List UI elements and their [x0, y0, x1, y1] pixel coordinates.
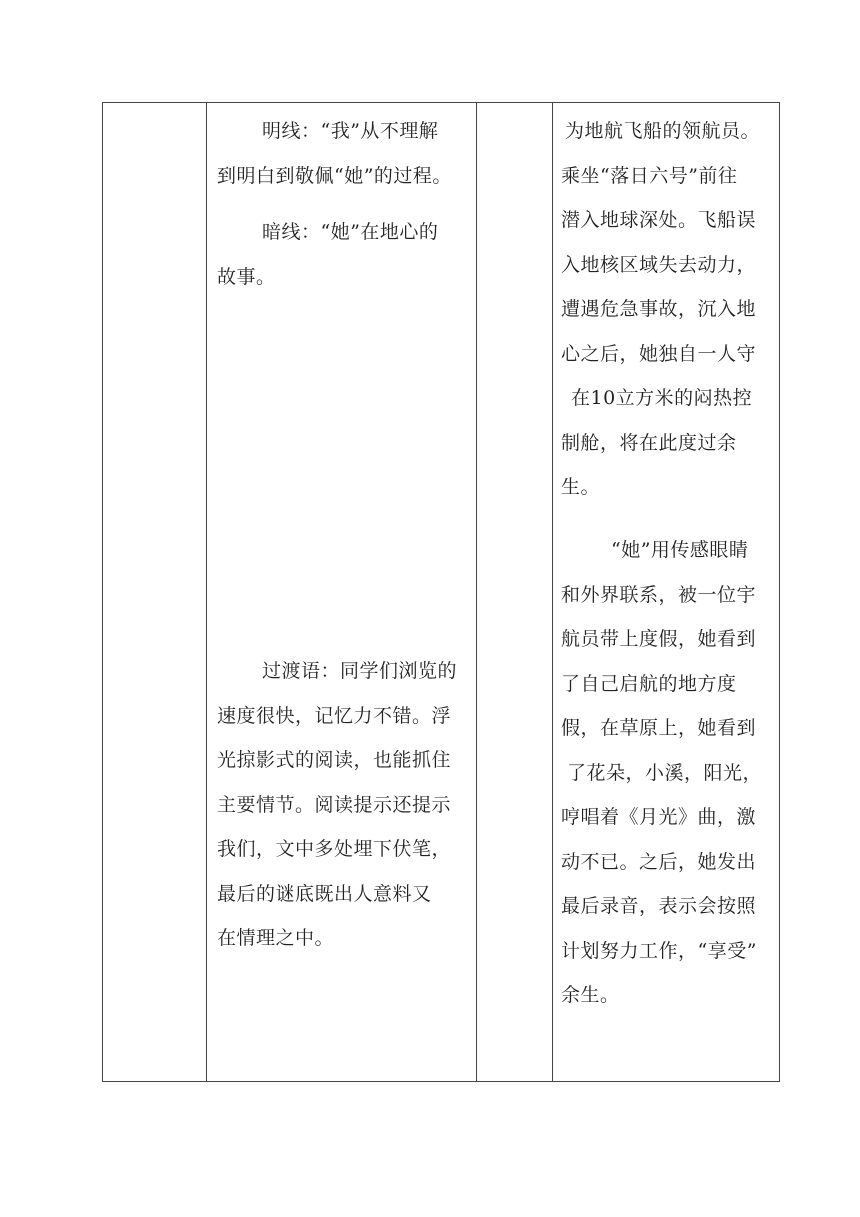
text-line: 了花朵，小溪，阳光， [567, 761, 763, 784]
text-line: 主要情节。阅读提示还提示 [217, 793, 452, 816]
text-line: 潜入地球深处。飞船误 [561, 209, 757, 231]
text-line: 了自己启航的地方度 [561, 672, 737, 695]
text-line: 乘坐“落日六号”前往 [561, 164, 738, 187]
text-line: 遭遇危急事故，沉入地 [561, 298, 757, 320]
table-cell-col3 [477, 103, 552, 1081]
text-line: 速度很快，记忆力不错。浮 [217, 704, 452, 727]
lesson-table [102, 102, 780, 1082]
text-line: 哼唱着《月光》曲，激 [561, 806, 757, 828]
text-line: 制舱，将在此度过余 [561, 431, 737, 454]
story-paragraph-2 [561, 528, 762, 1018]
text-line: 在情理之中。 [217, 927, 335, 949]
transition-paragraph [217, 649, 457, 961]
text-line: 暗线：“她”在地心的 [262, 221, 439, 243]
text-line: 假，在草原上，她看到 [561, 717, 757, 739]
text-line: 光掠影式的阅读，也能抓住 [217, 749, 452, 771]
text-line: 航员带上度假，她看到 [561, 628, 757, 650]
text-line: 过渡语：同学们浏览的 [262, 660, 458, 682]
text-line: 明线：“我”从不理解 [262, 120, 439, 142]
main-line-paragraph [217, 109, 452, 198]
text-line: 入地核区域失去动力， [561, 253, 757, 276]
text-line: 最后的谜底既出人意料又 [217, 882, 432, 905]
table-cell-col1 [103, 103, 206, 1081]
text-line: 最后录音，表示会按照 [561, 895, 757, 917]
hidden-line-paragraph [217, 210, 438, 299]
table-cell-col2 [207, 103, 476, 1081]
table-cell-col4 [553, 103, 779, 1081]
text-line: 动不已。之后，她发出 [561, 850, 757, 873]
text-line: 余生。 [561, 984, 620, 1006]
text-line: 心之后，她独自一人守 [561, 342, 757, 365]
text-line: “她”用传感眼睛 [611, 539, 749, 561]
story-paragraph-1 [561, 109, 760, 510]
text-line: 为地航飞船的领航员。 [565, 120, 761, 142]
text-line: 生。 [561, 476, 601, 498]
text-line: 在10立方米的闷热控 [571, 387, 753, 409]
text-line: 我们，文中多处埋下伏笔， [217, 838, 452, 860]
text-line: 故事。 [217, 265, 276, 288]
text-line: 计划努力工作，“享受” [561, 939, 757, 962]
text-line: 到明白到敬佩“她”的过程。 [217, 164, 452, 187]
text-line: 和外界联系，被一位宇 [561, 583, 757, 606]
